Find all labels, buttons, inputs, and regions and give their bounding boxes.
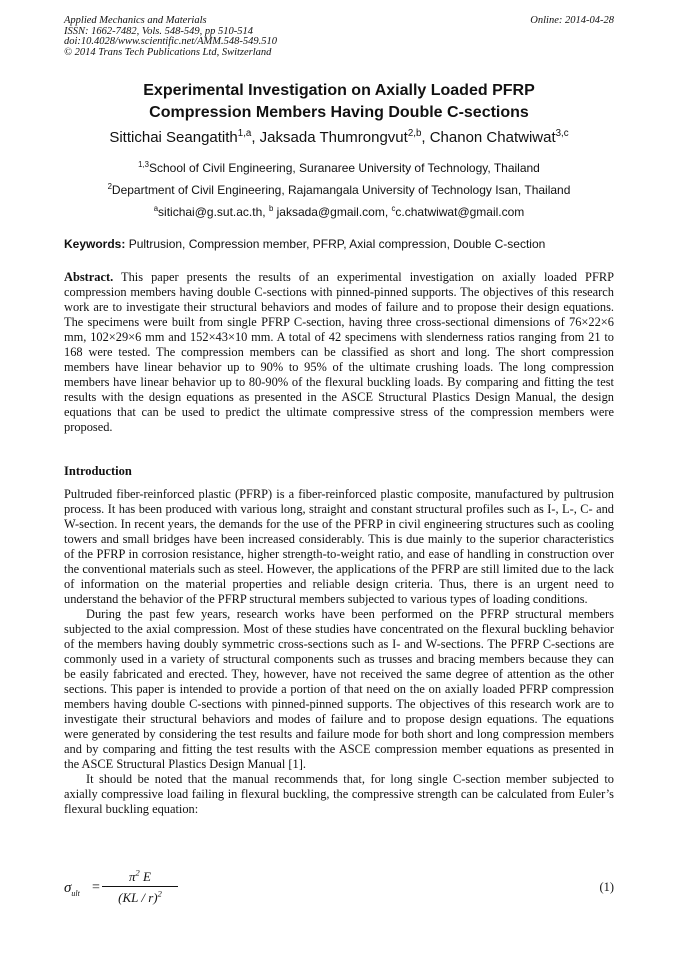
- denominator-expression: (KL / r): [118, 890, 158, 905]
- keywords-text: Pultrusion, Compression member, PFRP, Axial compression, Double C-section: [125, 237, 546, 251]
- introduction-body: [64, 487, 614, 817]
- affiliation-text: School of Civil Engineering, Suranaree University of Technology, Thailand: [148, 161, 540, 175]
- affiliation-text: Department of Civil Engineering, Rajamangala University of Technology Isan, Thailand: [111, 183, 571, 197]
- denominator-exponent: 2: [157, 888, 162, 899]
- equation-subscript: ult: [71, 889, 80, 898]
- affiliation-1: [20, 160, 658, 176]
- pi-symbol: π: [129, 869, 136, 884]
- paper-title: [40, 80, 638, 124]
- email-sup: c: [391, 204, 396, 213]
- fraction-denominator: [102, 889, 178, 906]
- issn-line: ISSN: 1662-7482, Vols. 548-549, pp 510-514: [64, 25, 253, 37]
- affiliation-2: [20, 182, 658, 198]
- email-sup: a: [153, 204, 159, 213]
- equation-fraction: [102, 868, 178, 906]
- keywords: [64, 236, 624, 252]
- author-list: [20, 128, 658, 148]
- fraction-numerator: [102, 868, 178, 885]
- author-separator: ,: [421, 129, 430, 146]
- author-affil-sup: 1,a: [237, 128, 252, 139]
- abstract-label: Abstract.: [64, 270, 114, 284]
- section-heading-introduction: Introduction: [64, 464, 132, 478]
- email-text: sitichai@g.sut.ac.th,: [158, 205, 269, 219]
- author-affil-sup: 3,c: [555, 128, 569, 139]
- title-line-1: Experimental Investigation on Axially Loaded PFRP: [143, 82, 535, 99]
- paragraph: During the past few years, research works have been performed on the PFRP structural members subjected to the axial compression. Most of these studies have concentrated on the flexural buckling behavior of the members having doubly symmetric cross-sections such as I- and W-sections. The PFRP C-sections are commonly used in a variety of structural components such as trusses and bracing members because they can be easily fabricated and erected. They, however, have not received the same degree of attention as the other sections. This paper is intended to provide a portion of that need on the on axially loaded PFRP compression members having double C-sections with pinned-pinned supports. The objectives of this research work are to investigate their structural behaviors and modes of failure and to propose design equations. The equations were generated by considering the test results and failure mode for both short and long compression members and by comparing and fitting the test results with the ASCE compression member equations as presented in the ASCE Structural Plastics Design Manual [1].: [64, 607, 614, 771]
- email-text: c.chatwiwat@gmail.com: [395, 205, 525, 219]
- copyright-line: © 2014 Trans Tech Publications Ltd, Switzerland: [64, 46, 272, 58]
- title-line-2: Compression Members Having Double C-sections: [149, 104, 529, 121]
- keywords-label: Keywords:: [64, 237, 126, 251]
- journal-header: [64, 16, 616, 58]
- equation-lhs: [64, 880, 80, 898]
- email-sup: b: [268, 204, 274, 213]
- equation-number: (1): [599, 880, 614, 894]
- author-separator: ,: [251, 129, 260, 146]
- online-date: Online: 2014-04-28: [530, 15, 614, 26]
- abstract-text: This paper presents the results of an experimental investigation on axially loaded PFRP compression members having double C-sections with pinned-pinned supports. The objectives of this research work are to investigate their structural behaviors and modes of failure and to propose their design equations. The specimens were built from single PFRP C-section, having three cross-sectional dimensions of 76×22×6 mm, 102×29×6 mm and 152×43×10 mm. A total of 42 specimens with slenderness ratios ranging from 21 to 168 were tested. The compression members can be classified as short and long. The short compression members have linear behavior up to 90% to 95% of the ultimate crushing loads. The long compression members have linear behavior up to 80-90% of the flexural buckling loads. By comparing and fitting the test results with the design equations as presented in the ASCE Structural Plastics Design Manual, the design equations that can be used to predict the ultimate compressive stress of the compression members were proposed.: [64, 270, 614, 434]
- affiliation-sup: 2: [107, 182, 112, 191]
- abstract: [64, 270, 614, 435]
- email-text: jaksada@gmail.com,: [273, 205, 392, 219]
- fraction-bar: [102, 886, 178, 887]
- numerator-exponent: 2: [135, 867, 140, 878]
- paragraph: Pultruded fiber-reinforced plastic (PFRP) is a fiber-reinforced plastic composite, manufactured by pultrusion process. It has been produced with various long, straight and constant structural profiles such as I-, L-, C- and W-section. In recent years, the demands for the use of the PFRP in civil engineering structures such as cooling towers and small bridges have been increased considerably. This is due mainly to the superior characteristics of the PFRP in corrosion resistance, higher strength-to-weight ratio, and ease of handling in construction over the conventional materials such as steel. However, the applications of the PFRP are still limited due to the lack of information on the material properties and reliable design criteria. Thus, there is an urgent need to understand the behavior of the PFRP structural members subjected to various types of loading conditions.: [64, 487, 614, 606]
- equation-1: [64, 868, 614, 908]
- paragraph: It should be noted that the manual recommends that, for long single C-section member subjected to axially compressive load failing in flexural buckling, the compressive strength can be calculated from Euler’s flexural buckling equation:: [64, 772, 614, 816]
- author-name: Sittichai Seangatith: [109, 129, 238, 146]
- doi-line: doi:10.4028/www.scientific.net/AMM.548-549.510: [64, 36, 277, 47]
- equals-sign: =: [92, 880, 100, 895]
- affiliation-sup: 1,3: [138, 160, 149, 169]
- author-name: Jaksada Thumrongvut: [259, 129, 408, 146]
- sigma-symbol: σ: [64, 880, 72, 896]
- author-emails: [20, 204, 658, 220]
- author-affil-sup: 2,b: [407, 128, 422, 139]
- author-name: Chanon Chatwiwat: [429, 129, 556, 146]
- journal-name: Applied Mechanics and Materials: [64, 15, 207, 26]
- numerator-variable: E: [139, 869, 151, 884]
